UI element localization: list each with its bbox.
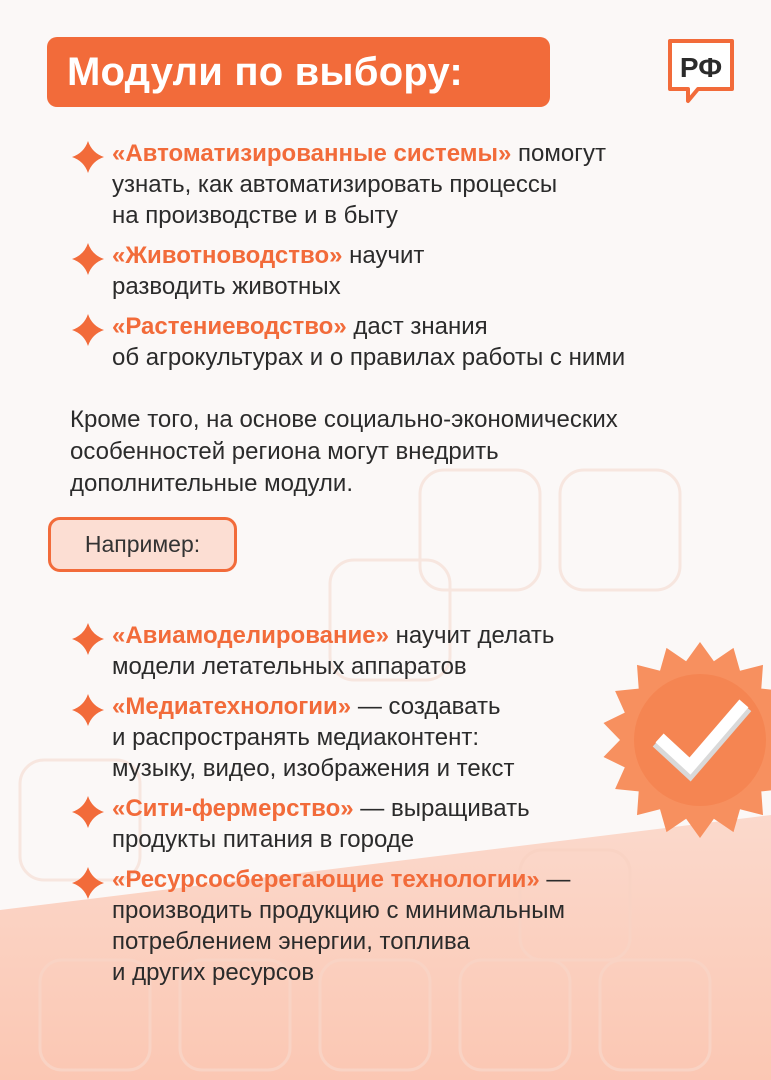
list-item: «Медиатехнологии» — создавать и распространять медиаконтент: музыку, видео, изображения и текст	[70, 691, 760, 784]
diamond-bullet-icon	[70, 312, 106, 348]
module-name: «Растениеводство»	[112, 313, 347, 340]
examples-list	[70, 620, 760, 997]
module-name: «Ресурсосберегающие технологии»	[112, 866, 540, 893]
list-item: «Сити-фермерство» — выращивать продукты питания в городе	[70, 793, 760, 855]
diamond-bullet-icon	[70, 241, 106, 277]
module-name: «Автоматизированные системы»	[112, 140, 512, 167]
diamond-bullet-icon	[70, 865, 106, 901]
diamond-bullet-icon	[70, 139, 106, 175]
logo-text: РФ	[679, 52, 723, 83]
list-item: «Животноводство» научит разводить животных	[70, 240, 760, 302]
list-item: «Автоматизированные системы» помогут узнать, как автоматизировать процессы на производстве и в быту	[70, 138, 760, 231]
rf-logo	[666, 37, 736, 107]
page-title: Модули по выбору:	[67, 49, 463, 94]
list-item: «Авиамоделирование» научит делать модели летательных аппаратов	[70, 620, 760, 682]
list-item: «Ресурсосберегающие технологии» — производить продукцию с минимальным потреблением энергии, топлива и других ресурсов	[70, 864, 760, 988]
additional-modules-paragraph: Кроме того, на основе социально-экономических особенностей региона могут внедрить дополнительные модули.	[70, 406, 618, 497]
diamond-bullet-icon	[70, 692, 106, 728]
example-label: Например:	[48, 517, 237, 572]
list-item: «Растениеводство» даст знания об агрокультурах и о правилах работы с ними	[70, 311, 760, 373]
title-banner	[47, 37, 550, 107]
modules-list	[70, 138, 760, 382]
module-name: «Медиатехнологии»	[112, 693, 352, 720]
module-name: «Авиамоделирование»	[112, 622, 389, 649]
module-name: «Животноводство»	[112, 242, 343, 269]
diamond-bullet-icon	[70, 621, 106, 657]
module-name: «Сити-фермерство»	[112, 795, 354, 822]
diamond-bullet-icon	[70, 794, 106, 830]
